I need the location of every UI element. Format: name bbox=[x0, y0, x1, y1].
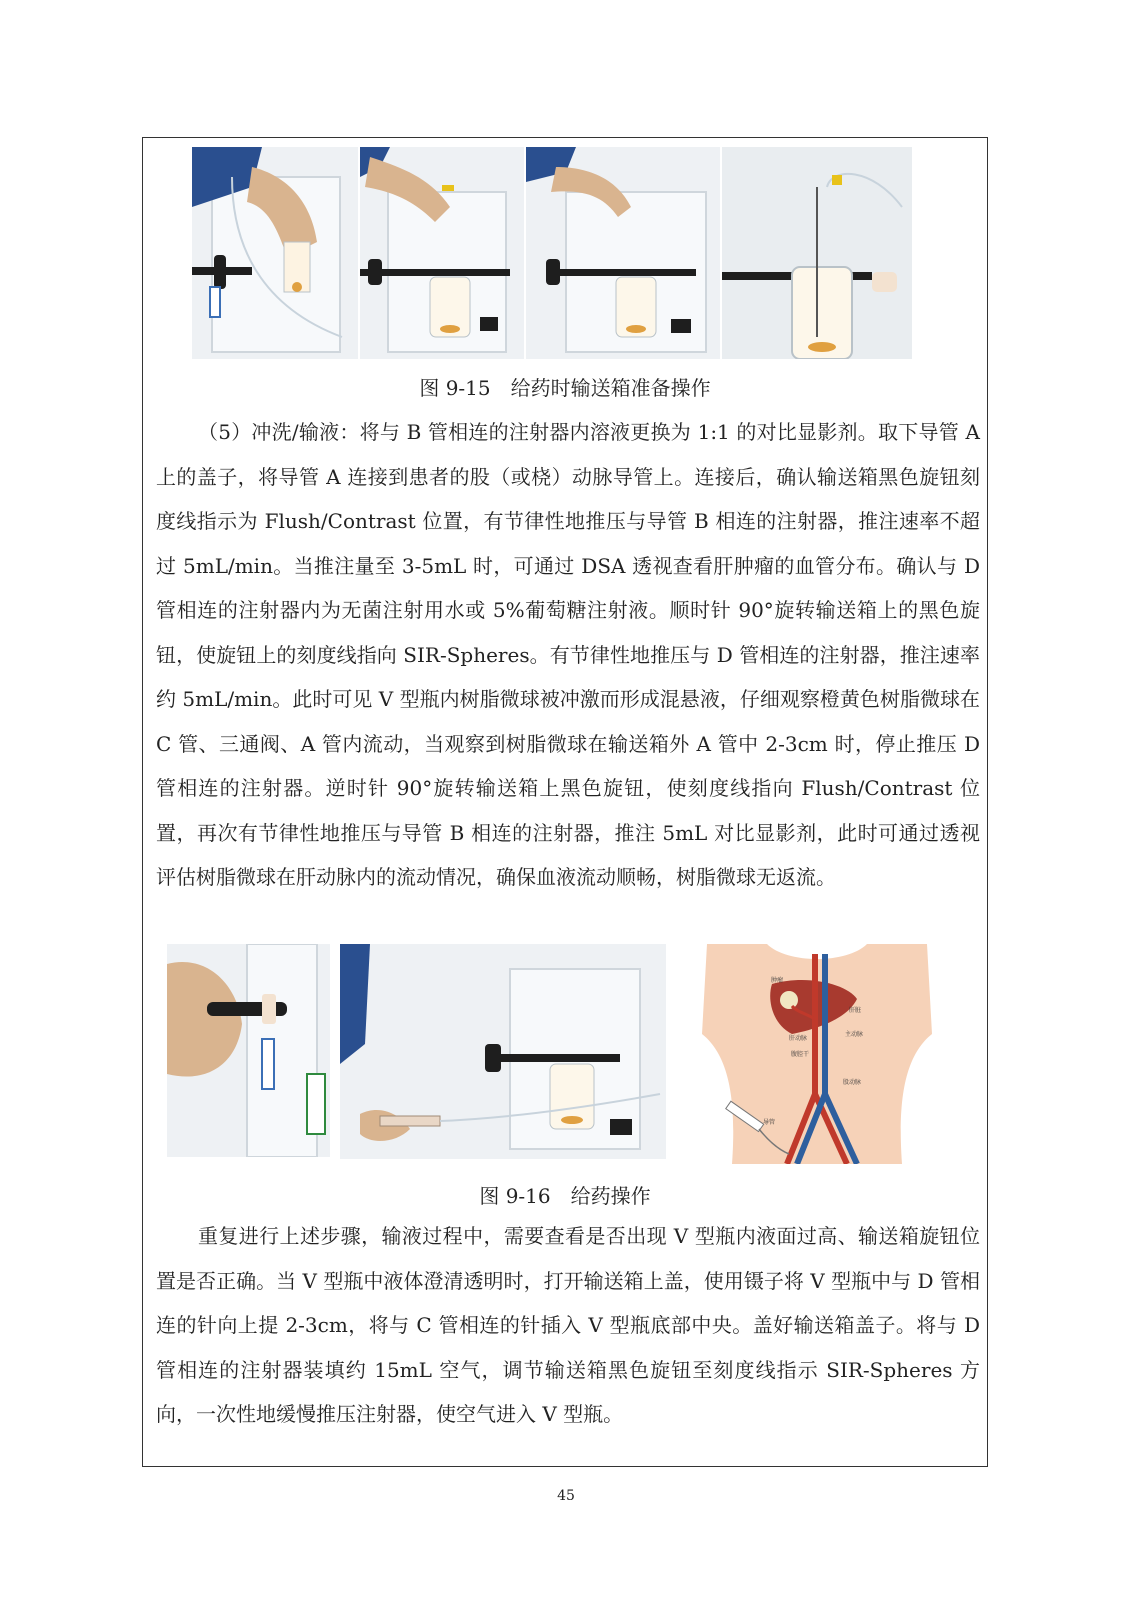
label-tumor: 肿瘤 bbox=[771, 977, 784, 984]
paragraph-1: （5）冲洗/输液：将与 B 管相连的注射器内溶液更换为 1:1 的对比显影剂。取下导管 A 上的盖子，将导管 A 连接到患者的股（或桡）动脉导管上。连接后，确认输送箱黑色旋钮刻度线指示为 Flush/Contrast 位置，有节律性地推压与导管 B 相连的注射器，推注速率不超过 5mL/min。当推注量至 3-5mL 时，可通过 DSA 透视查看肝肿瘤的血管分布。确认与 D 管相连的注射器内为无菌注射用水或 5%葡萄糖注射液。顺时针 90°旋转输送箱上的黑色旋钮，使旋钮上的刻度线指向 SIR-Spheres。有节律性地推压与 D 管相连的注射器，推注速率约 5mL/min。此时可见 V 型瓶内树脂微球被冲激而形成混悬液，仔细观察橙黄色树脂微球在 C 管、三通阀、A 管内流动，当观察到树脂微球在输送箱外 A 管中 2-3cm 时，停止推压 D 管相连的注射器。逆时针 90°旋转输送箱上黑色旋钮，使刻度线指向 Flush/Contrast 位置，再次有节律性地推压与导管 B 相连的注射器，推注 5mL 对比显影剂，此时可通过透视评估树脂微球在肝动脉内的流动情况，确保血液流动顺畅，树脂微球无返流。 bbox=[156, 420, 980, 889]
photo-5 bbox=[167, 944, 330, 1157]
photo-6-illustration bbox=[340, 944, 666, 1159]
figure-9-15-caption: 图 9-15 给药时输送箱准备操作 bbox=[419, 376, 711, 400]
paragraph-2: 重复进行上述步骤，输液过程中，需要查看是否出现 V 型瓶内液面过高、输送箱旋钮位置是否正确。当 V 型瓶中液体澄清透明时，打开输送箱上盖，使用镊子将 V 型瓶中与 D 管相连的针向上提 2-3cm，将与 C 管相连的针插入 V 型瓶底部中央。盖好输送箱盖子。将与 D 管相连的注射器装填约 15mL 空气，调节输送箱黑色旋钮至刻度线指示 SIR-Spheres 方向，一次性地缓慢推压注射器，使空气进入 V 型瓶。 bbox=[156, 1224, 980, 1426]
page-number: 45 bbox=[557, 1488, 575, 1504]
label-femoral: 股动脉 bbox=[843, 1079, 862, 1086]
photo-3 bbox=[526, 147, 720, 359]
figure-9-16-caption: 图 9-16 给药操作 bbox=[479, 1184, 651, 1208]
photo-3-illustration bbox=[526, 147, 720, 359]
photo-1 bbox=[192, 147, 358, 359]
photo-5-illustration bbox=[167, 944, 330, 1157]
photo-4-illustration bbox=[722, 147, 912, 359]
label-hepatic-artery: 肝动脉 bbox=[789, 1035, 808, 1042]
anatomy-illustration bbox=[697, 944, 937, 1164]
label-aorta: 主动脉 bbox=[845, 1031, 864, 1038]
label-celiac: 腹腔干 bbox=[791, 1051, 810, 1058]
photo-1-illustration bbox=[192, 147, 358, 359]
label-catheter: 导管 bbox=[763, 1119, 776, 1126]
label-liver: 肝脏 bbox=[849, 1007, 862, 1014]
photo-6 bbox=[340, 944, 666, 1159]
anatomy-diagram bbox=[697, 944, 937, 1164]
photo-2 bbox=[360, 147, 524, 359]
photo-2-illustration bbox=[360, 147, 524, 359]
photo-4 bbox=[722, 147, 912, 359]
